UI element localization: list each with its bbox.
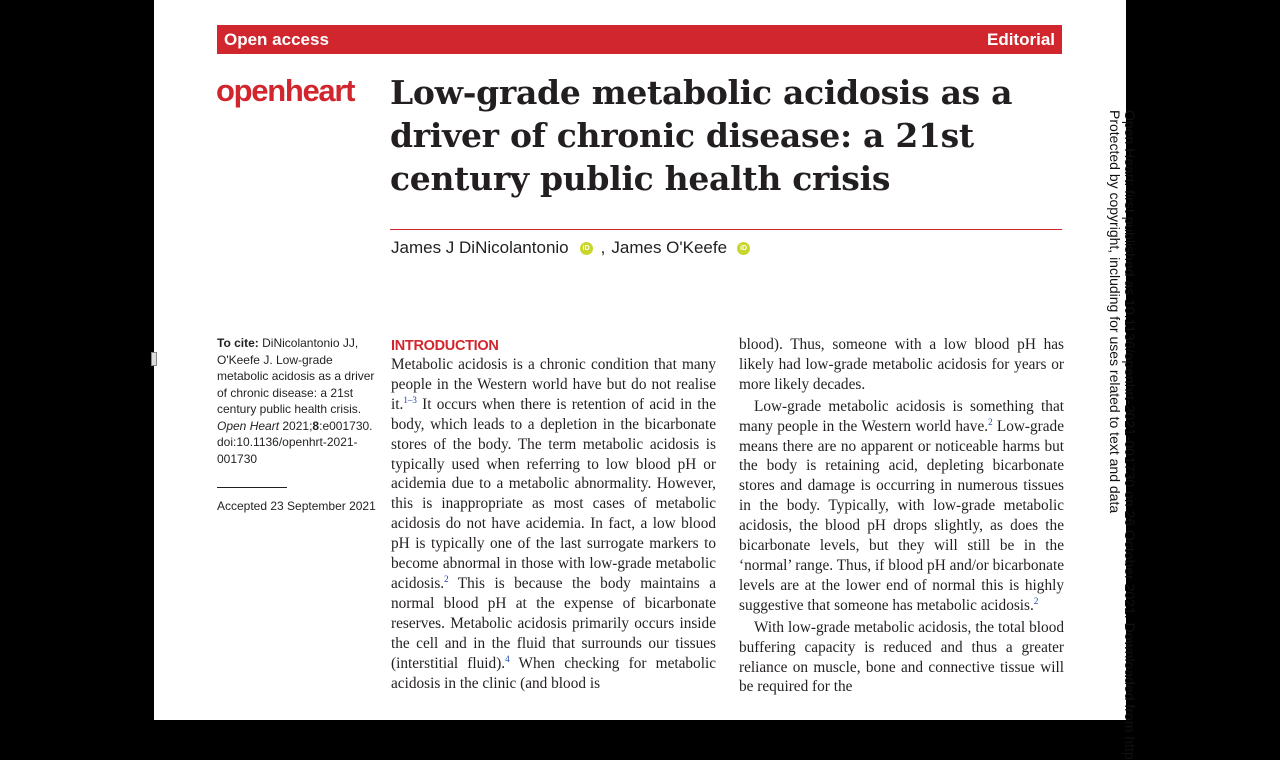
- watermark-line: Open Heart: first published as 10.1136/openhrt-2021-001730 on 26 October 2021. Downloaded from http: [1122, 110, 1138, 760]
- author-name[interactable]: James J DiNicolantonio: [391, 238, 569, 257]
- accepted-date: Accepted 23 September 2021: [217, 499, 376, 513]
- paragraph: blood). Thus, someone with a low blood pH has likely had low-grade metabolic acidosis for years or more likely decades.: [739, 336, 1064, 393]
- orcid-icon[interactable]: iD: [737, 242, 750, 255]
- citation-link[interactable]: 2: [1033, 595, 1039, 606]
- article-title: Low-grade metabolic acidosis as a driver of chronic disease: a 21st century public health crisis: [390, 73, 1013, 198]
- journal-logo: openheart: [216, 73, 355, 108]
- citation-sidebar: [217, 335, 382, 515]
- cite-block: [217, 335, 382, 467]
- cite-volume: 8: [312, 418, 320, 433]
- title-divider: [390, 229, 1062, 230]
- body-column-left: [391, 337, 716, 693]
- author-name[interactable]: James O'Keefe: [611, 238, 728, 257]
- paragraph: With low-grade metabolic acidosis, the total blood buffering capacity is reduced and thus a greater reliance on muscle, bone and connective tissue will be required for the: [739, 618, 1064, 696]
- cite-doi[interactable]: :e001730. doi:10.1136/openhrt-2021-001730: [217, 418, 373, 466]
- page-resize-handle[interactable]: [151, 352, 157, 366]
- citation-link[interactable]: 2: [988, 416, 993, 427]
- cite-text: DiNicolantonio JJ, O'Keefe J. Low-grade metabolic acidosis as a driver of chronic disease: a 21st century public health crisis.: [217, 336, 375, 416]
- citation-link[interactable]: 1–3: [403, 394, 417, 405]
- sidebar-divider: [217, 487, 287, 488]
- article-banner: [217, 25, 1062, 54]
- author-separator: ,: [600, 238, 606, 257]
- author-list: [391, 237, 758, 259]
- orcid-icon[interactable]: iD: [580, 242, 593, 255]
- watermark-line: Protected by copyright, including for uses related to text and data: [1107, 110, 1123, 514]
- article-type-label: Editorial: [986, 29, 1055, 49]
- cite-journal: Open Heart: [217, 418, 280, 433]
- paragraph: Metabolic acidosis is a chronic condition that many people in the Western world have but do not realise it.$^{1-3}$ It occurs when there is retention of acid in the body, which leads to a depletion in the bicarbonate stores of the body. The term metabolic acidosis is typically used when referring to low blood pH or acidemia due to a metabolic abnormality. However, this is inappropriate as most cases of metabolic acidosis do not have acidemia. In fact, a low blood pH is typically one of the last surrogate markers to become abnormal in those with low-grade metabolic acidosis.$^2$ This is because the body maintains a normal blood pH at the expense of bicarbonate reserves. Metabolic acidosis primarily occurs inside the cell and in the fluid that surrounds our tissues (interstitial fluid).$^4$ When checking for metabolic acidosis in the clinic (and blood is: [391, 356, 716, 692]
- open-access-label: Open access: [224, 29, 329, 49]
- pdf-page: [154, 0, 1126, 720]
- download-watermark: [1107, 110, 1138, 760]
- paragraph: Low-grade metabolic acidosis is something that many people in the Western world have.$^2$ Low-grade means there are no apparent or noticeable harms but the body is retaining acid, depleting bicarbonate stores and damage is occurring in numerous tissues in the body. Typically, with low-grade metabolic acidosis, the blood pH drops slightly, as does the bicarbonate levels, but they will still be in the ‘normal’ range. Thus, if blood pH and/or bicarbonate levels are at the lower end of normal this is highly suggestive that someone has metabolic acidosis.$^2$: [739, 397, 1064, 614]
- body-column-right: [739, 335, 1064, 697]
- cite-year: 2021;: [279, 418, 313, 433]
- citation-link[interactable]: 2: [444, 573, 449, 584]
- citation-link[interactable]: 4: [505, 653, 510, 664]
- section-heading: INTRODUCTION: [391, 338, 499, 354]
- cite-label: To cite:: [217, 336, 259, 350]
